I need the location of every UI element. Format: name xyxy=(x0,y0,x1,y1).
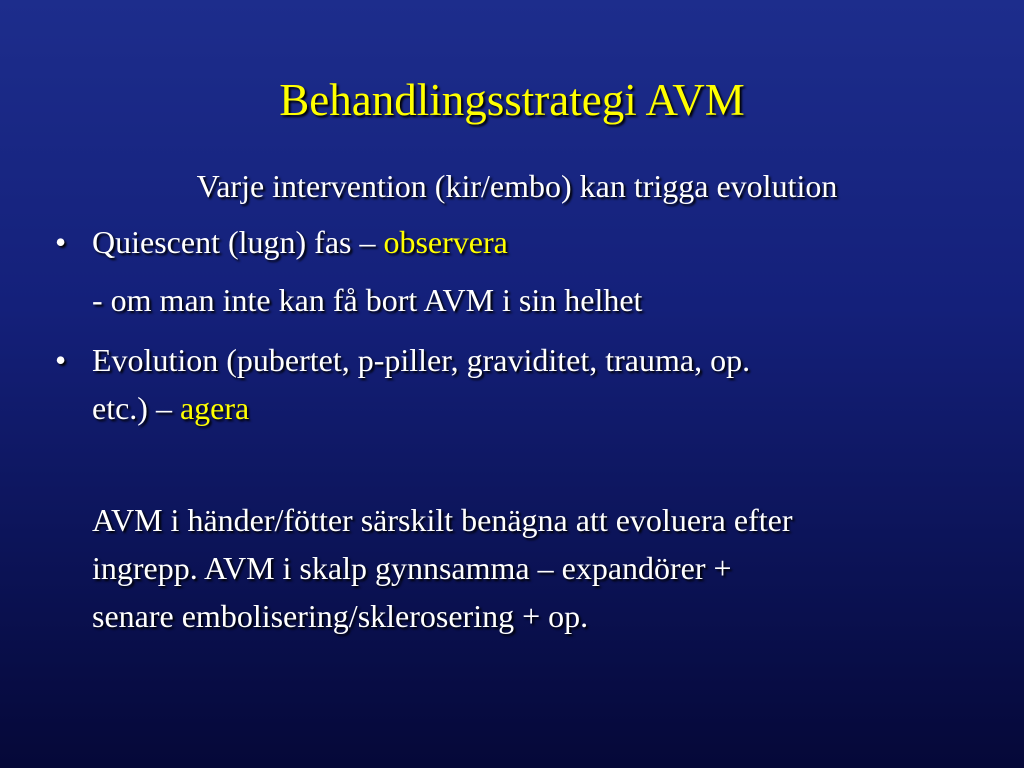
sub-line: - om man inte kan få bort AVM i sin helhet xyxy=(92,282,643,318)
slide-title: Behandlingsstrategi AVM xyxy=(279,75,745,125)
paragraph-line-1: AVM i händer/fötter särskilt benägna att evoluera efter xyxy=(92,502,793,538)
bullet-1-text: Quiescent (lugn) fas – xyxy=(92,224,384,260)
paragraph-line-2: ingrepp. AVM i skalp gynnsamma – expandörer + xyxy=(92,550,732,586)
bullet-2-line-1: Evolution (pubertet, p-piller, graviditet, trauma, op. xyxy=(92,342,751,378)
bullet-2-text: etc.) – xyxy=(92,390,180,426)
bullet-marker-2: • xyxy=(55,342,67,378)
bullet-item-1 xyxy=(92,218,508,266)
paragraph-line-3: senare embolisering/sklerosering + op. xyxy=(92,598,589,634)
bullet-marker-1: • xyxy=(55,224,67,260)
intro-line: Varje intervention (kir/embo) kan trigga evolution xyxy=(196,168,838,204)
bullet-1-highlight: observera xyxy=(383,224,508,260)
bullet-2-line-2 xyxy=(92,384,249,432)
bullet-2-highlight: agera xyxy=(179,390,250,426)
